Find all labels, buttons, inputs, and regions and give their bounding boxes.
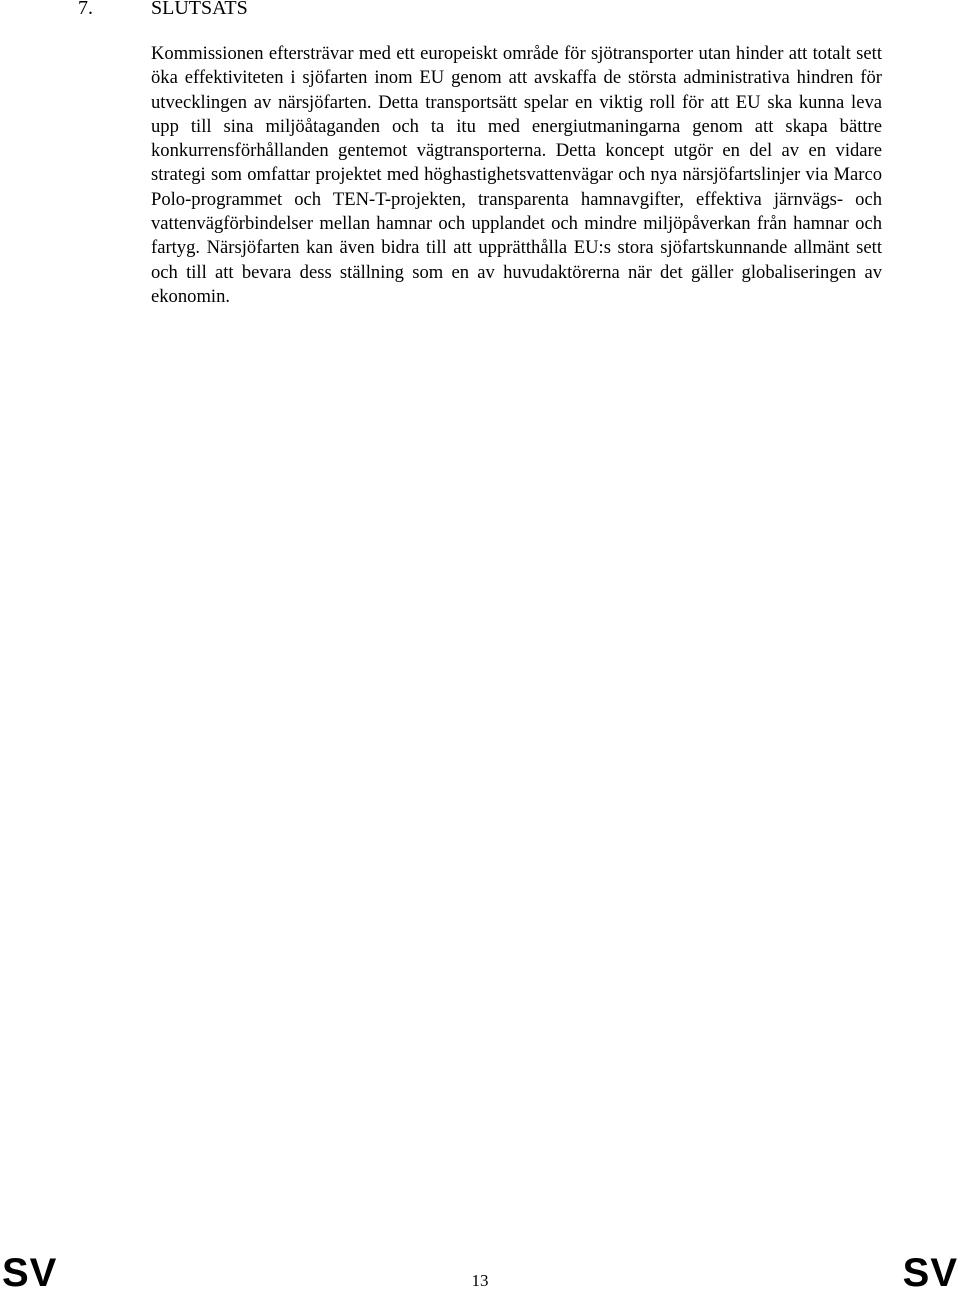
- footer-language-right: SV: [902, 1251, 958, 1295]
- section-title: SLUTSATS: [151, 0, 248, 19]
- section-heading: [78, 0, 248, 20]
- body-paragraph: Kommissionen eftersträvar med ett europeiskt område för sjötransporter utan hinder att totalt sett öka effektiviteten i sjöfarten inom EU genom att avskaffa de största administrativa hindren för utvecklingen av närsjöfarten. Detta transportsätt spelar en viktig roll för att EU ska kunna leva upp till sina miljöåtaganden och ta itu med energiutmaningarna genom att skapa bättre konkurrensförhållanden gentemot vägtransporterna. Detta koncept utgör en del av en vidare strategi som omfattar projektet med höghastighetsvattenvägar och nya närsjöfartslinjer via Marco Polo-programmet och TEN-T-projekten, transparenta hamnavgifter, effektiva järnvägs- och vattenvägförbindelser mellan hamnar och upplandet och mindre miljöpåverkan från hamnar och fartyg. Närsjöfarten kan även bidra till att upprätthålla EU:s stora sjöfartskunnande allmänt sett och till att bevara dess ställning som en av huvudaktörerna när det gäller globaliseringen av ekonomin.: [151, 43, 882, 307]
- footer-language-left: SV: [2, 1251, 58, 1295]
- section-number: 7.: [78, 0, 93, 19]
- page-number: 13: [471, 1271, 489, 1290]
